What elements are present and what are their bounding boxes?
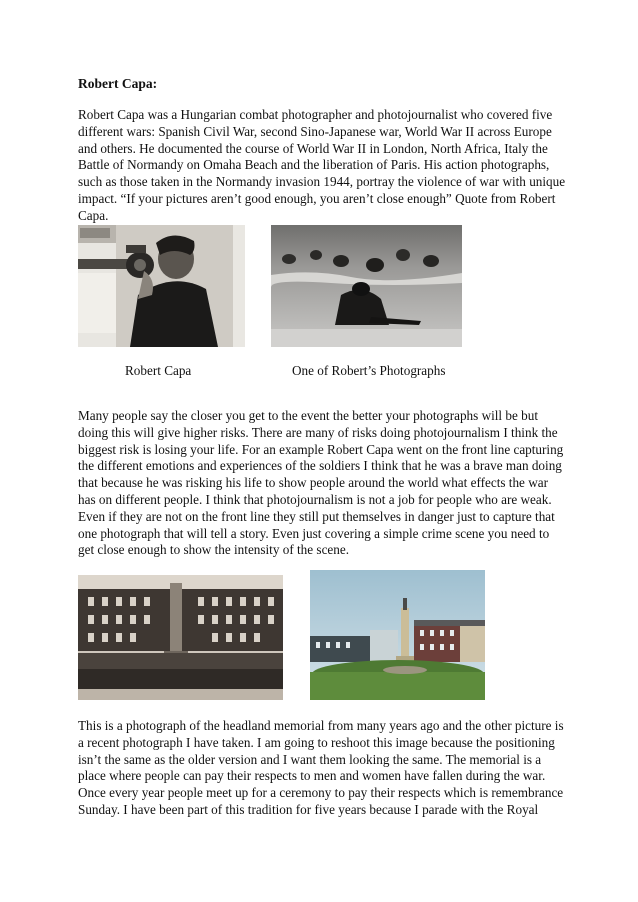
old-memorial-photo xyxy=(78,575,283,700)
page-title: Robert Capa: xyxy=(78,76,158,91)
normandy-landing-photo xyxy=(271,225,462,347)
paragraph-risks: Many people say the closer you get to the event the better your photographs will be but doing this will give higher risks. There are many of risks doing photojournalism I think the biggest risk is losing your life. For an example Robert Capa went on the front line capturing the different emotions and experiences of the soldiers I think that he was a brave man doing that because he was risking his life to show people around the world what effects the war has on different people. I think that photojournalism is not a job for people who are weak. Even if they are not on the front line they still put themselves in danger just to capture that one photograph that will tell a story. Even just covering a simple crime scene you need to get close enough to show the intensity of the scene. xyxy=(78,408,564,558)
robert-capa-photo xyxy=(78,225,245,347)
caption-roberts-photograph: One of Robert’s Photographs xyxy=(292,363,446,378)
new-memorial-photo xyxy=(310,570,485,700)
paragraph-memorial: This is a photograph of the headland memorial from many years ago and the other picture is a recent photograph I have taken. I am going to reshoot this image because the positioning isn’t the same as the older version and I want them looking the same. The memorial is a place where people can pay their respects to men and women have fallen during the war. Once every year people meet up for a ceremony to pay their respects which is remembrance Sunday. I have been part of this tradition for five years because I parade with the Royal xyxy=(78,718,564,817)
paragraph-intro: Robert Capa was a Hungarian combat photographer and photojournalist who covered five different wars: Spanish Civil War, second Sino-Japanese war, World War II across Europe and others. He documented the course of World War II in London, North Africa, Italy the Battle of Normandy on Omaha Beach and the liberation of Paris. His action photographs, such as those taken in the Normandy invasion 1944, portray the violence of war with unique impact. “If your pictures aren’t good enough, you aren’t close enough” Quote from Robert Capa. xyxy=(78,107,566,223)
caption-robert-capa: Robert Capa xyxy=(125,363,192,378)
